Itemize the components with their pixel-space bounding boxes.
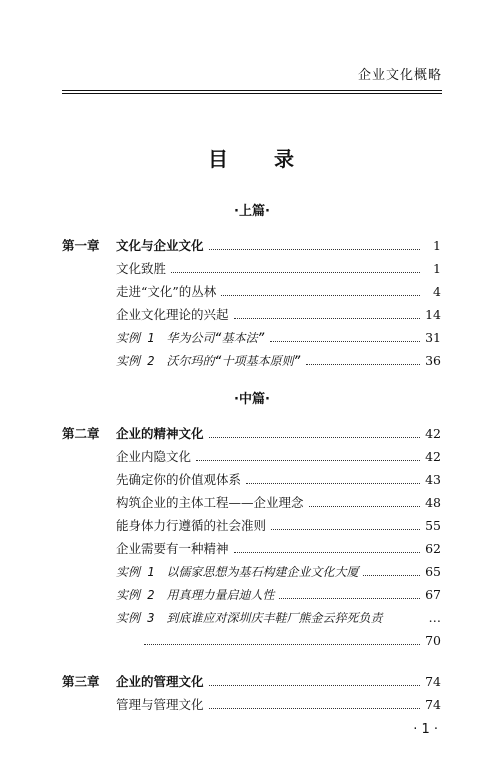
header-rule-thin [62, 93, 442, 94]
toc-entry[interactable] [62, 282, 441, 302]
page-number: 1 [433, 261, 441, 276]
page-number: 65 [425, 564, 441, 579]
toc-entry[interactable] [62, 608, 441, 628]
section-title: 先确定你的价值观体系 [116, 472, 242, 487]
toc-title-left: 目 [208, 147, 230, 171]
page-number: 31 [425, 330, 441, 345]
dot-leader [271, 529, 420, 530]
dot-leader [306, 364, 420, 365]
toc-entry[interactable] [62, 470, 441, 490]
page-number: 42 [425, 426, 441, 441]
chapter-title: 企业的管理文化 [116, 674, 204, 689]
dot-leader [279, 598, 420, 599]
toc-entry[interactable] [62, 695, 441, 715]
page-number: … [428, 610, 441, 625]
dot-leader [234, 318, 420, 319]
dot-leader [234, 552, 420, 553]
toc-entry[interactable] [62, 259, 441, 279]
dot-leader [209, 437, 420, 438]
case-title: 实例 2 沃尔玛的“十项基本原则” [116, 354, 301, 368]
section-title: 构筑企业的主体工程——企业理念 [116, 495, 304, 510]
dot-leader [209, 708, 420, 709]
section-title: 企业文化理论的兴起 [116, 307, 229, 322]
toc-entry-continued[interactable] [62, 631, 441, 651]
dot-leader [196, 460, 420, 461]
case-title: 实例 2 用真理力量启迪人性 [116, 588, 275, 602]
running-head: 企业文化概略 [357, 68, 442, 83]
page-number: 74 [425, 697, 441, 712]
dot-leader [144, 644, 420, 645]
dot-leader [221, 295, 420, 296]
page-number: 1 [433, 238, 441, 253]
dot-leader [171, 272, 420, 273]
chapter-label: 第一章 [62, 238, 100, 253]
dot-leader [209, 685, 420, 686]
section-title: 企业需要有一种精神 [116, 541, 229, 556]
toc-entry[interactable] [62, 493, 441, 513]
section-title: 能身体力行遵循的社会准则 [116, 518, 267, 533]
page-number: 36 [425, 353, 441, 368]
dot-leader [363, 575, 420, 576]
toc-entry[interactable] [62, 585, 441, 605]
page-number: 74 [425, 674, 441, 689]
header-rule [62, 90, 442, 91]
chapter-title: 文化与企业文化 [116, 238, 204, 253]
section-title: 文化致胜 [116, 261, 167, 276]
chapter-title: 企业的精神文化 [116, 426, 204, 441]
case-title: 实例 3 到底谁应对深圳庆丰鞋厂熊金云猝死负责 [116, 611, 383, 625]
chapter-label: 第三章 [62, 674, 100, 689]
chapter-label: 第二章 [62, 426, 100, 441]
dot-leader [270, 341, 420, 342]
page-number: 43 [425, 472, 441, 487]
page-number: 14 [425, 307, 441, 322]
dot-leader [309, 506, 420, 507]
toc-entry[interactable] [62, 672, 441, 692]
page-number: 67 [425, 587, 441, 602]
page-number: 4 [433, 284, 441, 299]
case-title: 实例 1 以儒家思想为基石构建企业文化大厦 [116, 565, 359, 579]
section-title: 走进“文化”的丛林 [116, 284, 217, 299]
toc-entry[interactable] [62, 328, 441, 348]
part-heading-middle: ·中篇· [234, 392, 270, 407]
toc-entry[interactable] [62, 539, 441, 559]
toc-entry[interactable] [62, 447, 441, 467]
toc-entry[interactable] [62, 305, 441, 325]
toc-entry[interactable] [62, 351, 441, 371]
page-number: 70 [425, 633, 441, 648]
page-number: 62 [425, 541, 441, 556]
toc-entry[interactable] [62, 516, 441, 536]
page-number: 55 [425, 518, 441, 533]
dot-leader [246, 483, 420, 484]
section-title: 企业内隐文化 [116, 449, 192, 464]
toc-title [0, 143, 504, 172]
part-heading-upper: ·上篇· [234, 204, 270, 219]
toc-title-right: 录 [274, 147, 296, 171]
page-number: 42 [425, 449, 441, 464]
folio-page-number: · 1 · [413, 722, 438, 737]
toc-entry[interactable] [62, 562, 441, 582]
toc-entry[interactable] [62, 236, 441, 256]
case-title: 实例 1 华为公司“基本法” [116, 331, 265, 345]
section-title: 管理与管理文化 [116, 697, 204, 712]
toc-entry[interactable] [62, 424, 441, 444]
dot-leader [209, 249, 420, 250]
page-number: 48 [425, 495, 441, 510]
